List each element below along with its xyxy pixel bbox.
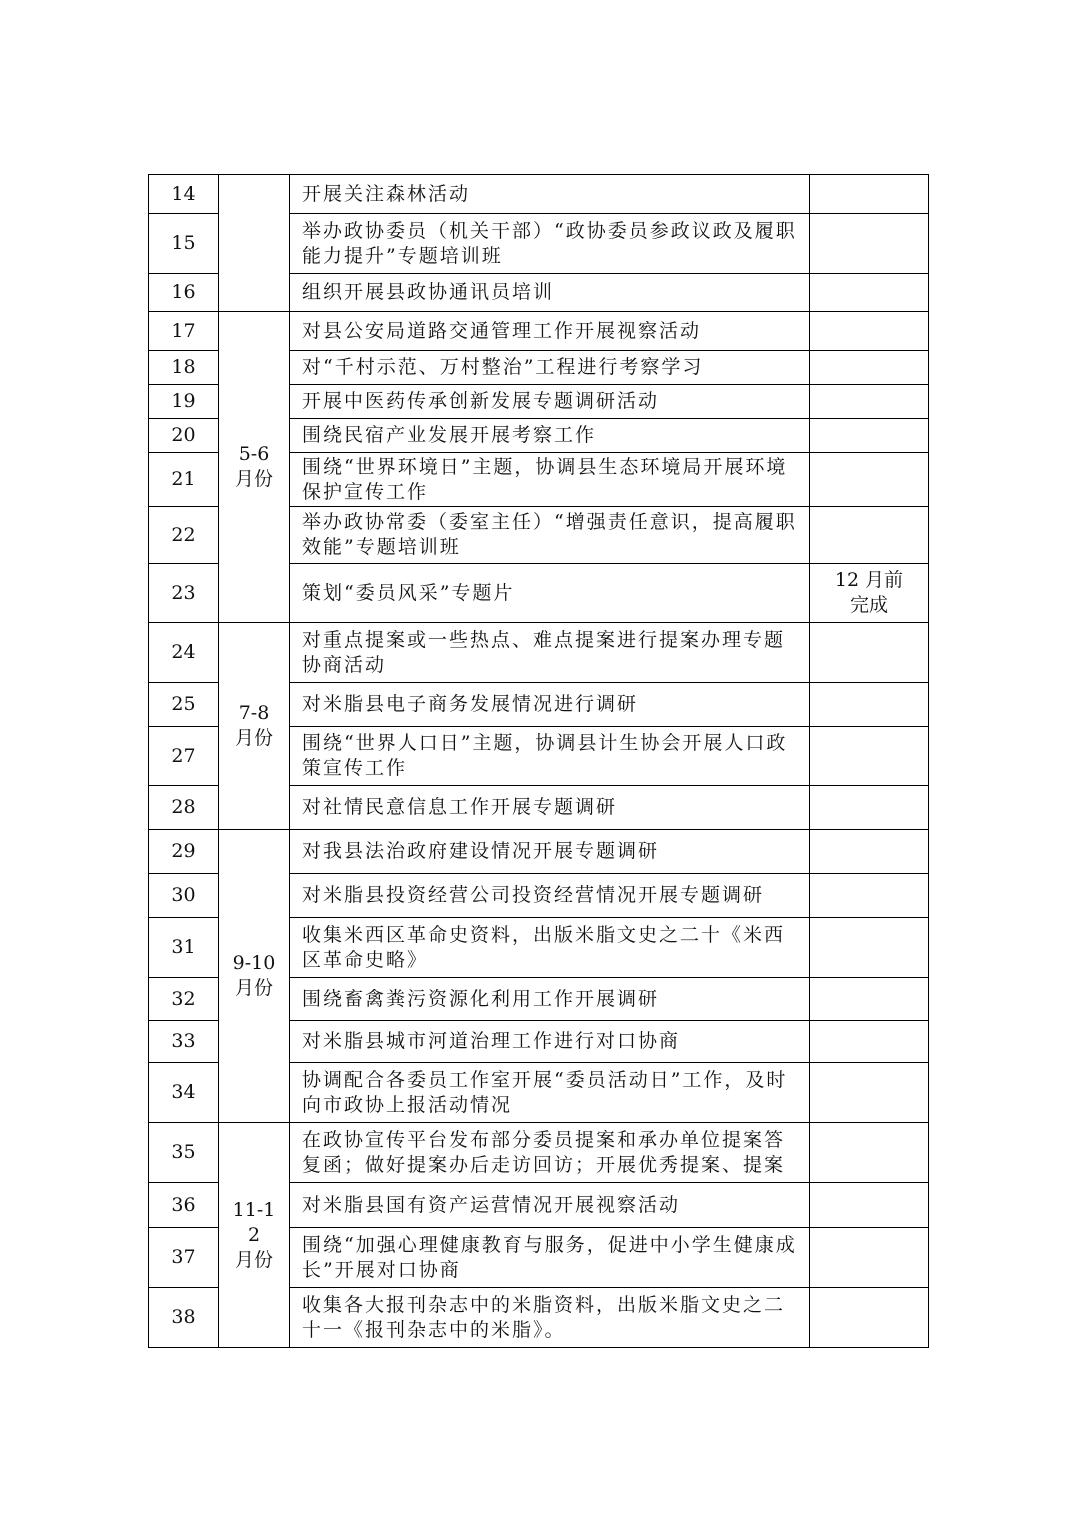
row-number: 35: [149, 1123, 219, 1183]
task-item: 围绕畜禽粪污资源化利用工作开展调研: [290, 978, 810, 1021]
period-cell-11-12: [219, 1123, 290, 1348]
task-item: 围绕“世界环境日”主题，协调县生态环境局开展环境保护宣传工作: [290, 453, 810, 507]
row-number: 34: [149, 1063, 219, 1123]
note-cell: [810, 1123, 929, 1183]
task-item: 对米脂县国有资产运营情况开展视察活动: [290, 1183, 810, 1228]
task-item: 策划“委员风采”专题片: [290, 564, 810, 623]
task-item: 对我县法治政府建设情况开展专题调研: [290, 830, 810, 874]
task-item: 对县公安局道路交通管理工作开展视察活动: [290, 312, 810, 351]
period-line: 2: [247, 1223, 261, 1246]
note-cell: [810, 351, 929, 385]
period-line: 9-10: [232, 952, 276, 974]
note-cell: [810, 564, 929, 623]
table-row: [149, 830, 929, 874]
task-item: 协调配合各委员工作室开展“委员活动日”工作，及时向市政协上报活动情况: [290, 1063, 810, 1123]
row-number: 16: [149, 274, 219, 312]
note-cell: [810, 786, 929, 830]
row-number: 38: [149, 1288, 219, 1348]
row-number: 14: [149, 175, 219, 214]
row-number: 29: [149, 830, 219, 874]
task-item: 举办政协委员（机关干部）“政协委员参政议政及履职能力提升”专题培训班: [290, 214, 810, 274]
note-cell: [810, 175, 929, 214]
row-number: 22: [149, 507, 219, 564]
task-item: 对米脂县投资经营公司投资经营情况开展专题调研: [290, 874, 810, 918]
row-number: 37: [149, 1228, 219, 1288]
row-number: 20: [149, 419, 219, 453]
task-item: 对重点提案或一些热点、难点提案进行提案办理专题协商活动: [290, 623, 810, 683]
task-item: 开展中医药传承创新发展专题调研活动: [290, 385, 810, 419]
task-item: 收集米西区革命史资料，出版米脂文史之二十《米西区革命史略》: [290, 918, 810, 978]
table-row: [149, 175, 929, 214]
row-number: 18: [149, 351, 219, 385]
work-plan-table: [148, 174, 929, 1348]
period-line: 月份: [234, 1248, 273, 1271]
period-cell-7-8: [219, 623, 290, 830]
period-line: 5-6: [238, 443, 270, 465]
task-item: 收集各大报刊杂志中的米脂资料，出版米脂文史之二十一《报刊杂志中的米脂》。: [290, 1288, 810, 1348]
row-number: 30: [149, 874, 219, 918]
row-number: 31: [149, 918, 219, 978]
task-item: 对“千村示范、万村整治”工程进行考察学习: [290, 351, 810, 385]
period-cell-5-6: [219, 312, 290, 623]
task-item: 围绕民宿产业发展开展考察工作: [290, 419, 810, 453]
period-line: 11-1: [232, 1198, 276, 1221]
row-number: 15: [149, 214, 219, 274]
task-item: 对社情民意信息工作开展专题调研: [290, 786, 810, 830]
period-cell-9-10: [219, 830, 290, 1123]
row-number: 24: [149, 623, 219, 683]
row-number: 36: [149, 1183, 219, 1228]
row-number: 17: [149, 312, 219, 351]
note-cell: [810, 385, 929, 419]
row-number: 25: [149, 683, 219, 727]
row-number: 33: [149, 1021, 219, 1063]
row-number: 21: [149, 453, 219, 507]
period-line: 月份: [234, 727, 273, 749]
row-number: 28: [149, 786, 219, 830]
task-item: 开展关注森林活动: [290, 175, 810, 214]
period-line: 月份: [234, 468, 273, 490]
task-item: 在政协宣传平台发布部分委员提案和承办单位提案答复函；做好提案办后走访回访；开展优秀提案、提案: [290, 1123, 810, 1183]
row-number: 19: [149, 385, 219, 419]
note-cell: [810, 830, 929, 874]
note-cell: [810, 274, 929, 312]
note-cell: [810, 1228, 929, 1288]
task-item: 对米脂县城市河道治理工作进行对口协商: [290, 1021, 810, 1063]
note-cell: [810, 214, 929, 274]
task-item: 举办政协常委（委室主任）“增强责任意识，提高履职效能”专题培训班: [290, 507, 810, 564]
table-row: [149, 623, 929, 683]
note-cell: [810, 1183, 929, 1228]
table-row: [149, 1123, 929, 1183]
row-number: 23: [149, 564, 219, 623]
row-number: 32: [149, 978, 219, 1021]
note-cell: [810, 623, 929, 683]
note-cell: [810, 507, 929, 564]
note-cell: [810, 1021, 929, 1063]
note-line: 12 月前: [834, 569, 904, 591]
task-item: 围绕“加强心理健康教育与服务，促进中小学生健康成长”开展对口协商: [290, 1228, 810, 1288]
period-line: 月份: [234, 977, 273, 999]
note-cell: [810, 683, 929, 727]
note-cell: [810, 918, 929, 978]
note-cell: [810, 727, 929, 786]
note-cell: [810, 312, 929, 351]
period-line: 7-8: [238, 702, 270, 724]
note-cell: [810, 978, 929, 1021]
note-line: 完成: [849, 594, 888, 616]
task-item: 组织开展县政协通讯员培训: [290, 274, 810, 312]
task-item: 围绕“世界人口日”主题，协调县计生协会开展人口政策宣传工作: [290, 727, 810, 786]
note-cell: [810, 1063, 929, 1123]
note-cell: [810, 1288, 929, 1348]
note-cell: [810, 453, 929, 507]
table-row: [149, 312, 929, 351]
note-cell: [810, 874, 929, 918]
note-cell: [810, 419, 929, 453]
period-cell: [219, 175, 290, 312]
task-item: 对米脂县电子商务发展情况进行调研: [290, 683, 810, 727]
row-number: 27: [149, 727, 219, 786]
